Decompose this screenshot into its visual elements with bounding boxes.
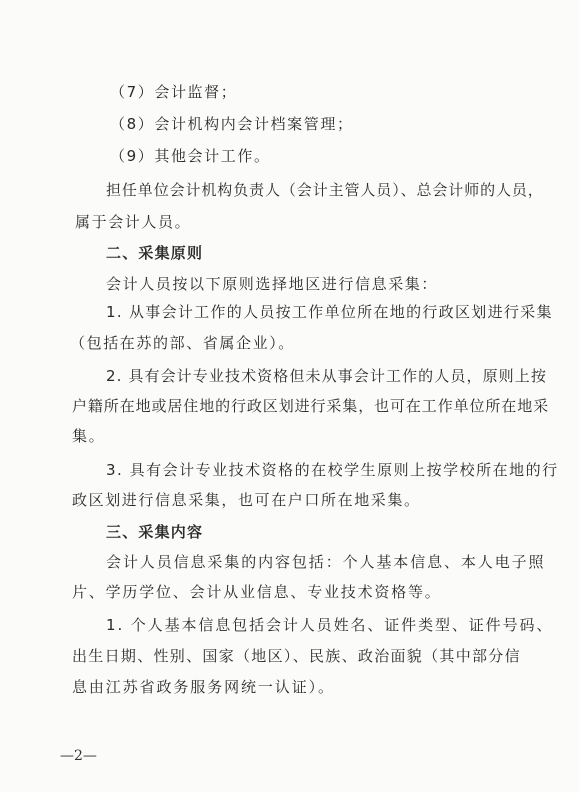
paragraph-line: 息由江苏省政务服务网统一认证）。 <box>72 678 335 696</box>
list-item-7: （7）会计监督； <box>110 83 238 101</box>
paragraph-line: （包括在苏的部、省属企业）。 <box>70 334 295 352</box>
section-heading-collection-principles: 二、采集原则 <box>106 244 204 262</box>
paragraph-line: 担任单位会计机构负责人（会计主管人员）、总会计师的人员， <box>106 181 544 199</box>
page-number: —2— <box>60 748 97 764</box>
paragraph-line: 3. 具有会计专业技术资格的在校学生原则上按学校所在地的行 <box>106 461 559 479</box>
paragraph-line: 1. 从事会计工作的人员按工作单位所在地的行政区划进行采集 <box>106 303 553 321</box>
paragraph-line: 出生日期、性别、国家（地区）、民族、政治面貌（其中部分信 <box>72 647 521 665</box>
list-item-8: （8）会计机构内会计档案管理； <box>110 115 354 133</box>
paragraph-line: 政区划进行信息采集，也可在户口所在地采集。 <box>72 491 421 509</box>
paragraph-line: 会计人员按以下原则选择地区进行信息采集： <box>106 275 439 293</box>
section-heading-collection-content: 三、采集内容 <box>106 523 204 541</box>
paragraph-line: 2. 具有会计专业技术资格但未从事会计工作的人员，原则上按 <box>106 367 547 385</box>
paragraph-line: 户籍所在地或居住地的行政区划进行采集，也可在工作单位所在地采 <box>72 397 550 415</box>
paragraph-line: 集。 <box>72 427 106 445</box>
paragraph-line: 片、学历学位、会计从业信息、专业技术资格等。 <box>72 583 442 601</box>
paragraph-line: 属于会计人员。 <box>75 213 192 231</box>
paragraph-line: 会计人员信息采集的内容包括：个人基本信息、本人电子照 <box>106 553 546 571</box>
list-item-9: （9）其他会计工作。 <box>110 147 271 165</box>
paragraph-line: 1. 个人基本信息包括会计人员姓名、证件类型、证件号码、 <box>106 616 554 634</box>
